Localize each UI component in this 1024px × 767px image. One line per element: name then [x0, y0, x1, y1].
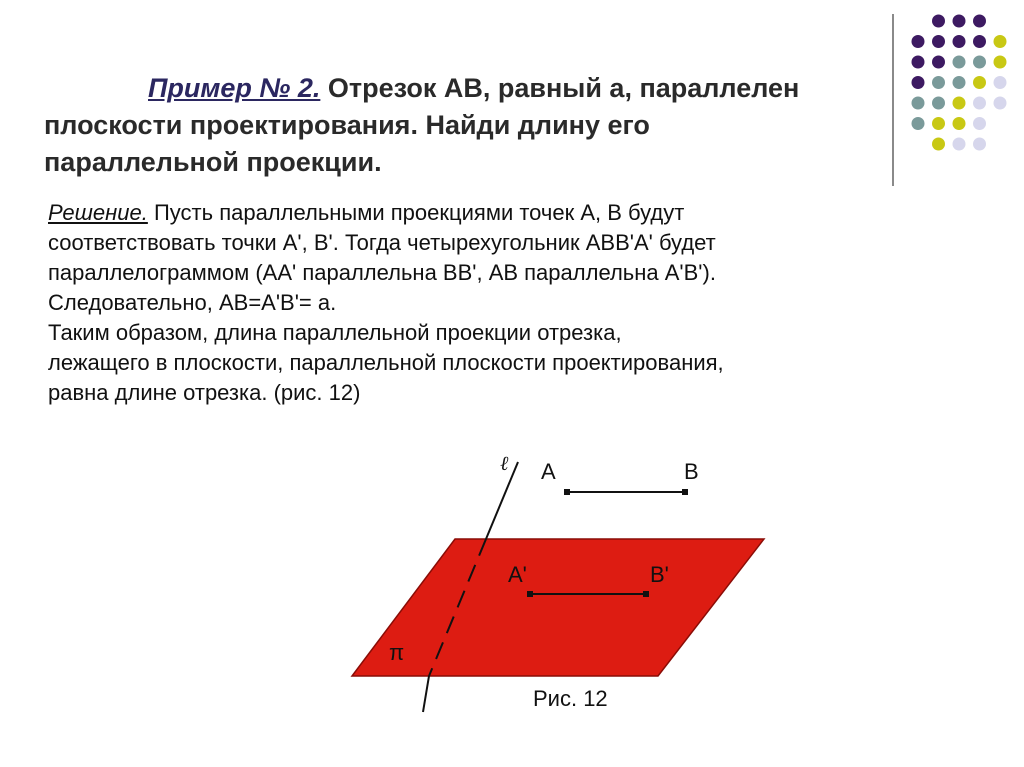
- title-line-1: Отрезок АВ, равный а, параллелен: [320, 73, 800, 103]
- label-a-prime: A': [508, 562, 527, 587]
- label-line-l: ℓ: [500, 451, 509, 475]
- point-a1: [527, 591, 533, 597]
- point-a: [564, 489, 570, 495]
- solution-line-1: Пусть параллельными проекциями точек А, В будут: [147, 200, 685, 225]
- solution-line-3: параллелограммом (АА' параллельна ВВ', АВ параллельна А'В').: [48, 260, 716, 285]
- solution-line-4: Следовательно, АВ=А'В'= а.: [48, 290, 337, 315]
- plane-pi: [352, 539, 764, 676]
- solution-line-5: Таким образом, длина параллельной проекции отрезка,: [48, 320, 622, 345]
- label-b: B: [684, 459, 699, 484]
- label-a: A: [541, 459, 556, 484]
- point-b1: [643, 591, 649, 597]
- line-l-lower: [423, 676, 429, 712]
- point-b: [682, 489, 688, 495]
- solution-line-7: равна длине отрезка. (рис. 12): [48, 380, 361, 405]
- example-label: Пример № 2.: [148, 73, 321, 103]
- title-line-3: параллельной проекции.: [44, 147, 382, 177]
- solution-line-6: лежащего в плоскости, параллельной плоскости проектирования,: [48, 350, 724, 375]
- figure-caption: Рис. 12: [533, 686, 608, 711]
- solution-line-2: соответствовать точки А', В'. Тогда четырехугольник АВВ'А' будет: [48, 230, 716, 255]
- title-line-2: плоскости проектирования. Найди длину его: [44, 110, 650, 140]
- label-b-prime: B': [650, 562, 669, 587]
- label-pi: π: [389, 640, 405, 665]
- solution-label: Решение.: [48, 200, 148, 225]
